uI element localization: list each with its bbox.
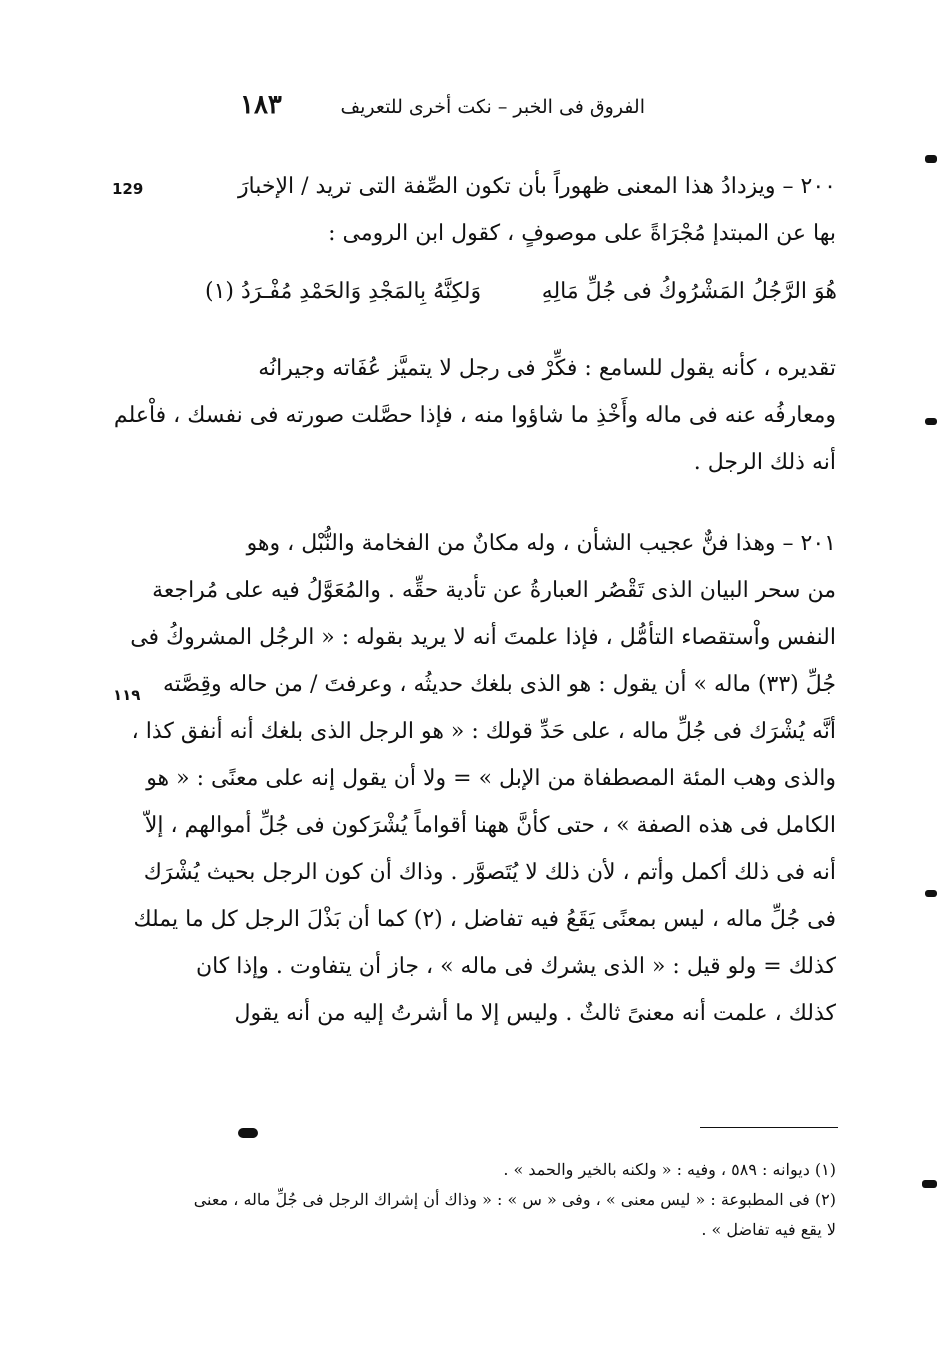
paragraph-200-continued [113, 345, 836, 486]
margin-page-ref-top: 129 [112, 180, 144, 198]
text-line: من سحر البيان الذى تَقْصُر العبارةُ عن تأدية حقِّه . والمُعَوَّلُ فيه على مُراجعة [152, 578, 836, 603]
edge-mark [925, 155, 937, 163]
page-number: ١٨٣ [240, 90, 282, 120]
ink-blot [238, 1128, 258, 1138]
text-line: تقديره ، كأنه يقول للسامع : فكِّرْ فى رجل لا يتميَّز عُفَاته وجيرانُه [258, 356, 836, 381]
footnote-2: (٢) فى المطبوعة : « ليس معنى » ، وفى « س » : « وذاك أن إشراك الرجل فى جُلِّ ماله ، معنى [193, 1190, 836, 1209]
footnotes [193, 1155, 836, 1245]
text-line: ومعارفُه عنه فى ماله وأَخْذِ ما شاؤوا منه ، فإذا حصَّلت صورته فى نفسك ، فاْعلم [113, 403, 836, 428]
text-line: جُلِّ (٣٣) ماله » أن يقول : هو الذى بلغك حديثُه ، وعرفتَ / من حاله وقِصَّته [162, 672, 836, 697]
edge-mark [925, 418, 937, 425]
running-title: الفروق فى الخبر – نكت أخرى للتعريف [340, 96, 645, 118]
footnote-separator [700, 1127, 838, 1128]
text-line: ٢٠١ – وهذا فنٌّ عجيب الشأن ، وله مكانٌ من الفخامة والنُّبْل ، وهو [246, 531, 836, 556]
verse-second-hemistich: وَلكِنَّهُ بِالمَجْدِ وَالحَمْدِ مُفْـرَدُ (١) [205, 279, 482, 304]
text-line: كذلك = ولو قيل : « الذى يشرك فى ماله » ، جاز أن يتفاوت . وإذا كان [195, 954, 836, 979]
text-line: أنَّه يُشْرَك فى جُلِّ ماله ، على حَدِّ قولك : « هو الرجل الذى بلغك أنه أنفق كذا ، [131, 719, 836, 744]
text-line: النفس واْستقصاء التأمُّل ، فإذا علمتَ أنه لا يريد بقوله : « الرجُل المشروكُ فى [130, 625, 836, 650]
text-line: أنه ذلك الرجل . [693, 450, 836, 475]
verse-line [205, 265, 837, 325]
page-header [240, 90, 660, 130]
text-line: بها عن المبتدإ مُجْرَاةً على موصوفٍ ، كقول ابن الرومى : [328, 221, 836, 246]
edge-mark [922, 1180, 937, 1188]
verse-first-hemistich: هُوَ الرَّجُلُ المَشْرُوكُ فى جُلِّ مَالِهِ [541, 279, 837, 304]
edge-mark [925, 890, 937, 897]
margin-page-ref-mid: ١١٩ [113, 686, 141, 704]
text-line: فى جُلِّ ماله ، ليس بمعنًى يَقَعُ فيه تفاضل ، (٢) كما أن بَذْلَ الرجل كل ما يملك [133, 907, 836, 932]
text-line: كذلك ، علمت أنه معنىً ثالثٌ . وليس إلا ما أشرتُ إليه من أنه يقول [234, 1001, 836, 1026]
footnote-2-continued: لا يقع فيه تفاضل » . [701, 1220, 836, 1239]
paragraph-200 [200, 163, 836, 257]
text-line: أنه فى ذلك أكمل وأتم ، لأن ذلك لا يُتَصوَّر . وذاك أن كون الرجل بحيث يُشْرَك [143, 860, 836, 885]
text-line: الكامل فى هذه الصفة » ، حتى كأنَّ ههنا أقواماً يُشْرَكون فى جُلِّ أموالهم ، إلاّ [144, 813, 836, 838]
text-line: ٢٠٠ – ويزدادُ هذا المعنى ظهوراً بأن تكون الصِّفة التى تريد / الإخبارَ [237, 174, 836, 199]
footnote-1: (١) ديوانه : ٥٨٩ ، وفيه : « ولكنه بالخير والحمد » . [503, 1160, 836, 1179]
text-line: والذى وهب المئة المصطفاة من الإبل » = ولا أن يقول إنه على معنًى : « هو [146, 766, 836, 791]
paragraph-201 [130, 520, 836, 1037]
